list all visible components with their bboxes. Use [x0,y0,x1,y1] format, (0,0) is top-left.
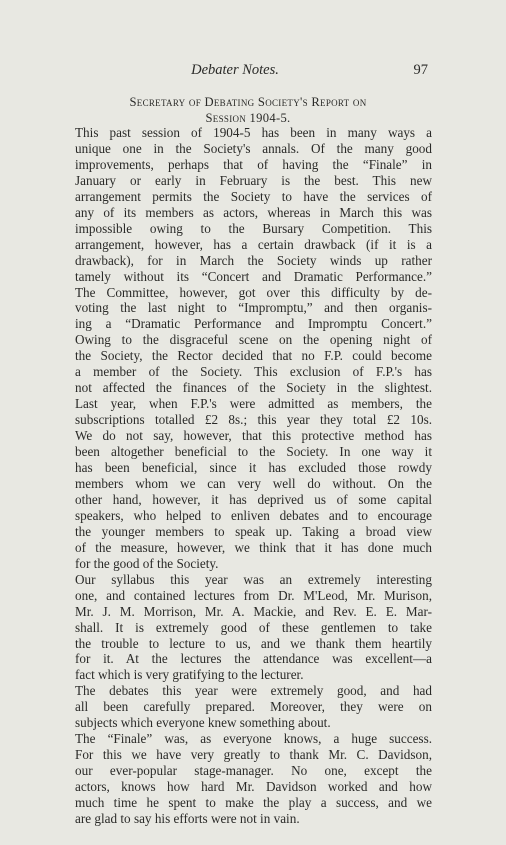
text-line: voting the last night to “Impromptu,” and then organis- [75,300,432,316]
text-line: arrangement, however, has a certain drawback (if it is a [75,236,432,252]
text-line: are glad to say his efforts were not in vain. [75,810,300,826]
text-line: Mr. J. M. Morrison, Mr. A. Mackie, and Rev. E. E. Mar- [75,603,432,619]
text-line: arrangement permits the Society to have the services of [75,188,432,204]
text-line: The “Finale” was, as everyone knows, a huge success. [75,731,432,747]
paragraph [55,683,432,731]
text-line: other hand, however, it has deprived us of some capital [75,491,432,507]
report-body [55,125,432,827]
text-line: of the measure, however, we think that it has done much [75,539,432,555]
text-line: ing a “Dramatic Performance and Impromptu Concert.” [75,316,432,332]
text-line: improvements, perhaps that of having the “Finale” in [75,156,432,172]
text-line: all been carefully prepared. Moreover, they were on [75,699,432,715]
text-line: We do not say, however, that this protective method has [75,428,432,444]
paragraph [55,572,432,684]
text-line: any of its members as actors, whereas in March this was [75,204,432,220]
text-line: for the good of the Society. [75,555,219,571]
text-line: For this we have very greatly to thank Mr. C. Davidson, [75,747,432,763]
running-header [42,62,428,82]
text-line: unique one in the Society's annals. Of the many good [75,140,432,156]
text-line: drawback), for in March the Society winds up rather [75,252,432,268]
text-line: impossible owing to the Bursary Competition. This [75,220,432,236]
text-line: our ever-popular stage-manager. No one, except the [75,763,432,779]
text-line: Last year, when F.P.'s were admitted as members, the [75,396,432,412]
text-line: The debates this year were extremely good, and had [75,683,432,699]
text-line: for it. At the lectures the attendance was excellent—a [75,651,432,667]
text-line: the Society, the Rector decided that no F.P. could become [75,348,432,364]
text-line: subscriptions totalled £2 8s.; this year they total £2 10s. [75,412,432,428]
text-line: the trouble to lecture to us, and we thank them heartily [75,635,432,651]
text-line: Owing to the disgraceful scene on the opening night of [75,332,432,348]
text-line: Our syllabus this year was an extremely interesting [75,571,432,587]
text-line: not affected the finances of the Society in the slightest. [75,380,432,396]
text-line: been altogether beneficial to the Society. In one way it [75,444,432,460]
text-line: shall. It is extremely good of these gentlemen to take [75,619,432,635]
text-line: members whom we can very well do without. On the [75,475,432,491]
text-line: The Committee, however, got over this difficulty by de- [75,284,432,300]
report-heading [50,94,446,126]
text-line: This past session of 1904-5 has been in many ways a [75,125,432,140]
text-line: the younger members to speak up. Taking a broad view [75,523,432,539]
text-line: one, and contained lectures from Dr. M'Leod, Mr. Murison, [75,587,432,603]
text-line: actors, knows how hard Mr. Davidson worked and how [75,779,432,795]
text-line: January or early in February is the best. This new [75,172,432,188]
text-line: has been beneficial, since it has excluded those rowdy [75,460,432,476]
report-heading-line-1: Secretary of Debating Society's Report on [129,95,367,109]
text-line: a member of the Society. This exclusion of F.P.'s has [75,364,432,380]
text-line: subjects which everyone knew something about. [75,715,331,731]
text-line: fact which is very gratifying to the lecturer. [75,667,304,683]
paragraph [55,125,432,572]
text-line: speakers, who helped to enliven debates and to encourage [75,507,432,523]
text-line: tamely without its “Concert and Dramatic Performance.” [75,268,432,284]
text-line: much time he spent to make the play a success, and we [75,795,432,811]
page-number: 97 [413,62,428,78]
running-title: Debater Notes. [191,62,279,78]
report-heading-line-2: Session 1904-5. [205,111,291,125]
paragraph [55,731,432,827]
